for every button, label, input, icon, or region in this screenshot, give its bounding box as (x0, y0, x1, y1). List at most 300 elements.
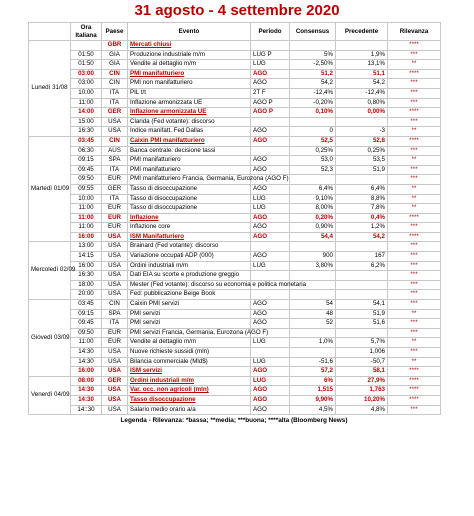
header-day (29, 23, 71, 41)
header-ora: Ora Italiana (71, 23, 102, 41)
country-cell: ITA (102, 88, 128, 98)
relevance-cell: **** (388, 41, 441, 51)
previous-cell (336, 41, 388, 51)
country-cell: USA (102, 395, 128, 405)
event-cell: Indice manifatt. Fed Dallas (128, 127, 251, 137)
previous-cell: 1,763 (336, 386, 388, 396)
period-cell (251, 41, 290, 51)
relevance-cell: ** (388, 127, 441, 137)
previous-cell: 51,1 (336, 69, 388, 79)
time-cell: 03:45 (71, 136, 102, 146)
country-cell: USA (102, 367, 128, 377)
period-cell (251, 146, 290, 156)
consensus-cell: -12,4% (290, 88, 336, 98)
relevance-cell: **** (388, 136, 441, 146)
relevance-cell: *** (388, 319, 441, 329)
country-cell: USA (102, 127, 128, 137)
time-cell: 11:00 (71, 98, 102, 108)
time-cell: 06:30 (71, 146, 102, 156)
time-cell: 01:50 (71, 50, 102, 60)
relevance-cell: ** (388, 309, 441, 319)
event-cell: Var. occ. non agricoli (mln) (128, 386, 251, 396)
table-row (29, 175, 441, 185)
period-cell: AGO P (251, 98, 290, 108)
header-consensus: Consensus (290, 23, 336, 41)
previous-cell: -12,4% (336, 88, 388, 98)
table-row (29, 386, 441, 396)
time-cell: 16:30 (71, 271, 102, 281)
table-row (29, 290, 441, 300)
previous-cell: 6,2% (336, 261, 388, 271)
country-cell: EUR (102, 328, 128, 338)
relevance-cell: *** (388, 146, 441, 156)
table-row (29, 98, 441, 108)
event-cell: PMI servizi (128, 319, 251, 329)
period-cell: AGO (251, 405, 290, 415)
country-cell: GER (102, 108, 128, 118)
previous-cell: 0,4% (336, 213, 388, 223)
event-cell: PIL t/t (128, 88, 251, 98)
event-cell: ISM servizi (128, 367, 251, 377)
event-cell: Clarida (Fed votante): discorso (128, 117, 251, 127)
table-row (29, 213, 441, 223)
event-cell: Inflazione (128, 213, 251, 223)
previous-cell: 4,8% (336, 405, 388, 415)
period-cell (251, 290, 290, 300)
day-label: Giovedì 03/09 (29, 300, 71, 377)
table-row (29, 395, 441, 405)
event-cell: Ordini industriali m/m (128, 261, 251, 271)
time-cell: 03:00 (71, 79, 102, 89)
country-cell: CIN (102, 136, 128, 146)
consensus-cell: 0,10% (290, 108, 336, 118)
table-row (29, 357, 441, 367)
country-cell: ITA (102, 194, 128, 204)
consensus-cell (290, 348, 336, 358)
relevance-cell: *** (388, 252, 441, 262)
time-cell: 16:00 (71, 367, 102, 377)
country-cell: AUS (102, 146, 128, 156)
table-row (29, 376, 441, 386)
relevance-cell: ** (388, 60, 441, 70)
country-cell: SPA (102, 156, 128, 166)
relevance-cell: ** (388, 184, 441, 194)
previous-cell: 0,80% (336, 98, 388, 108)
previous-cell: 54,2 (336, 79, 388, 89)
relevance-cell: **** (388, 376, 441, 386)
previous-cell (336, 290, 388, 300)
consensus-cell: -2,50% (290, 60, 336, 70)
consensus-cell (290, 328, 336, 338)
previous-cell: 10,20% (336, 395, 388, 405)
time-cell: 14:30 (71, 395, 102, 405)
previous-cell: 54,1 (336, 300, 388, 310)
country-cell: USA (102, 252, 128, 262)
table-row (29, 232, 441, 242)
time-cell: 14:30 (71, 357, 102, 367)
time-cell: 20:00 (71, 290, 102, 300)
event-cell: PMI manifatturiero (128, 156, 251, 166)
country-cell: USA (102, 280, 128, 290)
period-cell: AGO (251, 184, 290, 194)
table-row (29, 41, 441, 51)
time-cell: 14::30 (71, 405, 102, 415)
event-cell: PMI non manifatturiero (128, 79, 251, 89)
time-cell: 11:00 (71, 213, 102, 223)
period-cell: AGO (251, 319, 290, 329)
consensus-cell: 52 (290, 319, 336, 329)
page-title: 31 agosto - 4 settembre 2020 (134, 2, 340, 19)
event-cell: Vendite al dettaglio m/m (128, 60, 251, 70)
country-cell: EUR (102, 204, 128, 214)
previous-cell (336, 280, 388, 290)
event-cell: Bilancia commerciale (Mld$) (128, 357, 251, 367)
day-label: Martedì 01/09 (29, 136, 71, 242)
consensus-cell: 51,2 (290, 69, 336, 79)
consensus-cell: 9,10% (290, 194, 336, 204)
period-cell: AGO (251, 223, 290, 233)
consensus-cell (290, 41, 336, 51)
event-cell: Inflazione core (128, 223, 251, 233)
consensus-cell (290, 290, 336, 300)
period-cell: AGO P (251, 108, 290, 118)
consensus-cell: 8,00% (290, 204, 336, 214)
table-row (29, 127, 441, 137)
time-cell: 09:50 (71, 175, 102, 185)
time-cell: 01:50 (71, 60, 102, 70)
period-cell: LUG (251, 338, 290, 348)
country-cell: USA (102, 232, 128, 242)
relevance-cell: *** (388, 242, 441, 252)
relevance-cell: ** (388, 156, 441, 166)
header-rilevanza: Rilevanza (388, 23, 441, 41)
relevance-cell: *** (388, 79, 441, 89)
period-cell: AGO (251, 127, 290, 137)
previous-cell: -50,7 (336, 357, 388, 367)
consensus-cell: 52,3 (290, 165, 336, 175)
period-cell: AGO (251, 69, 290, 79)
event-cell: PMI manifatturiero (128, 165, 251, 175)
time-cell: 11:00 (71, 204, 102, 214)
country-cell: USA (102, 117, 128, 127)
country-cell: EUR (102, 223, 128, 233)
period-cell: LUG (251, 261, 290, 271)
period-cell: AGO (251, 136, 290, 146)
table-row (29, 271, 441, 281)
consensus-cell: 48 (290, 309, 336, 319)
day-label: Lunedì 31/08 (29, 41, 71, 137)
previous-cell: 51,9 (336, 309, 388, 319)
time-cell: 08:00 (71, 376, 102, 386)
period-cell: AGO (251, 79, 290, 89)
time-cell: 10:00 (71, 194, 102, 204)
time-cell: 03:00 (71, 69, 102, 79)
event-cell: Ordini industriali m/m (128, 376, 251, 386)
time-cell: 11:00 (71, 338, 102, 348)
table-row (29, 223, 441, 233)
relevance-cell: *** (388, 300, 441, 310)
previous-cell: 1,9% (336, 50, 388, 60)
time-cell: 14:00 (71, 108, 102, 118)
previous-cell: 27,9% (336, 376, 388, 386)
day-label: Venerdì 04/09 (29, 376, 71, 414)
period-cell: AGO (251, 252, 290, 262)
event-cell: PMI manifatturiero (128, 69, 251, 79)
time-cell: 09:45 (71, 319, 102, 329)
time-cell: 03:45 (71, 300, 102, 310)
relevance-cell: *** (388, 280, 441, 290)
country-cell: USA (102, 261, 128, 271)
header-precedente: Precedente (336, 23, 388, 41)
country-cell: EUR (102, 338, 128, 348)
event-cell: Tasso di disoccupazione (128, 204, 251, 214)
country-cell: ITA (102, 165, 128, 175)
legend: Legenda - Rilevanza: *bassa; **media; ***buona; ****alta (Bloomberg News) (120, 417, 348, 425)
table-row (29, 328, 441, 338)
table-row (29, 184, 441, 194)
time-cell: 09:15 (71, 156, 102, 166)
consensus-cell: 53,0 (290, 156, 336, 166)
previous-cell: 6,4% (336, 184, 388, 194)
consensus-cell: 6,4% (290, 184, 336, 194)
consensus-cell: 4,5% (290, 405, 336, 415)
relevance-cell: *** (388, 175, 441, 185)
event-cell: Inflazione armonizzata UE (128, 108, 251, 118)
country-cell: USA (102, 357, 128, 367)
relevance-cell: *** (388, 117, 441, 127)
consensus-cell (290, 175, 336, 185)
period-cell: AGO (251, 367, 290, 377)
event-cell: PMI servizi Francia, Germania, Eurozona (AGO F) (128, 328, 251, 338)
previous-cell: 5,7% (336, 338, 388, 348)
relevance-cell: **** (388, 367, 441, 377)
consensus-cell: 54,2 (290, 79, 336, 89)
previous-cell: 0,25% (336, 146, 388, 156)
header-paese: Paese (102, 23, 128, 41)
relevance-cell: **** (388, 69, 441, 79)
consensus-cell: 5% (290, 50, 336, 60)
previous-cell: -3 (336, 127, 388, 137)
country-cell: USA (102, 290, 128, 300)
period-cell: AGO (251, 165, 290, 175)
table-row (29, 136, 441, 146)
event-cell: Variazione occupati ADP (000) (128, 252, 251, 262)
relevance-cell: **** (388, 213, 441, 223)
table-row (29, 79, 441, 89)
relevance-cell: ** (388, 194, 441, 204)
previous-cell (336, 175, 388, 185)
relevance-cell: *** (388, 261, 441, 271)
period-cell: AGO (251, 156, 290, 166)
economic-calendar-table (28, 22, 441, 415)
event-cell: ISM Manifatturiero (128, 232, 251, 242)
relevance-cell: *** (388, 405, 441, 415)
event-cell: Produzione industriale m/m (128, 50, 251, 60)
relevance-cell: *** (388, 328, 441, 338)
consensus-cell: 0 (290, 127, 336, 137)
table-row (29, 280, 441, 290)
table-row (29, 319, 441, 329)
period-cell (251, 117, 290, 127)
header-periodo: Periodo (251, 23, 290, 41)
previous-cell: 1,2% (336, 223, 388, 233)
time-cell: 09:55 (71, 184, 102, 194)
previous-cell: 0,00% (336, 108, 388, 118)
country-cell: EUR (102, 175, 128, 185)
event-cell: Tasso di disoccupazione (128, 194, 251, 204)
header-evento: Evento (128, 23, 251, 41)
period-cell: LUG (251, 376, 290, 386)
table-row (29, 117, 441, 127)
event-cell: Tasso disoccupazione (128, 395, 251, 405)
period-cell (251, 242, 290, 252)
country-cell: GIA (102, 50, 128, 60)
relevance-cell: **** (388, 395, 441, 405)
previous-cell: 7,8% (336, 204, 388, 214)
relevance-cell: *** (388, 348, 441, 358)
event-cell: Banca centrale: decisione tassi (128, 146, 251, 156)
table-row (29, 88, 441, 98)
country-cell: USA (102, 386, 128, 396)
time-cell: 13:00 (71, 242, 102, 252)
table-row (29, 300, 441, 310)
country-cell: USA (102, 405, 128, 415)
event-cell: PMI manifatturiero Francia, Germania, Eurozona (AGO F) (128, 175, 251, 185)
event-cell: Caixin PMI manifatturiero (128, 136, 251, 146)
period-cell: AGO (251, 386, 290, 396)
consensus-cell: 0,25% (290, 146, 336, 156)
table-row (29, 165, 441, 175)
event-cell: Mercati chiusi (128, 41, 251, 51)
day-label: Mercoledì 02/09 (29, 242, 71, 300)
time-cell: 18:00 (71, 280, 102, 290)
country-cell: GER (102, 184, 128, 194)
event-cell: Caixin PMI servizi (128, 300, 251, 310)
table-row (29, 204, 441, 214)
time-cell (71, 41, 102, 51)
time-cell: 14:15 (71, 252, 102, 262)
relevance-cell: *** (388, 290, 441, 300)
table-row (29, 261, 441, 271)
period-cell: LUG (251, 60, 290, 70)
country-cell: ITA (102, 98, 128, 108)
country-cell: CIN (102, 69, 128, 79)
period-cell: LUG (251, 194, 290, 204)
relevance-cell: ** (388, 204, 441, 214)
country-cell: ITA (102, 319, 128, 329)
event-cell: Salario medio orario a/a (128, 405, 251, 415)
consensus-cell (290, 242, 336, 252)
table-row (29, 60, 441, 70)
country-cell: GIA (102, 60, 128, 70)
table-row (29, 194, 441, 204)
table-row (29, 367, 441, 377)
relevance-cell: **** (388, 386, 441, 396)
previous-cell: 167 (336, 252, 388, 262)
relevance-cell: ** (388, 338, 441, 348)
country-cell: GER (102, 376, 128, 386)
consensus-cell (290, 117, 336, 127)
previous-cell (336, 242, 388, 252)
time-cell: 15:00 (71, 117, 102, 127)
previous-cell: 51,6 (336, 319, 388, 329)
table-row (29, 309, 441, 319)
event-cell: Nuove richieste sussidi (mln) (128, 348, 251, 358)
time-cell: 16:30 (71, 127, 102, 137)
consensus-cell (290, 271, 336, 281)
consensus-cell: 3,80% (290, 261, 336, 271)
event-cell: Vendite al dettaglio m/m (128, 338, 251, 348)
consensus-cell: -51,6 (290, 357, 336, 367)
period-cell: LUG (251, 204, 290, 214)
time-cell: 14:30 (71, 386, 102, 396)
country-cell: USA (102, 271, 128, 281)
consensus-cell: 0,90% (290, 223, 336, 233)
country-cell: CIN (102, 79, 128, 89)
period-cell (251, 271, 290, 281)
consensus-cell: 1,515 (290, 386, 336, 396)
period-cell: AGO (251, 395, 290, 405)
previous-cell (336, 117, 388, 127)
time-cell: 09:45 (71, 165, 102, 175)
previous-cell: 1,006 (336, 348, 388, 358)
time-cell: 16:00 (71, 232, 102, 242)
consensus-cell: 9,90% (290, 395, 336, 405)
time-cell: 14:30 (71, 348, 102, 358)
table-row (29, 348, 441, 358)
consensus-cell: 54 (290, 300, 336, 310)
time-cell: 16:00 (71, 261, 102, 271)
consensus-cell: 6% (290, 376, 336, 386)
relevance-cell: ** (388, 357, 441, 367)
relevance-cell: *** (388, 165, 441, 175)
relevance-cell: *** (388, 50, 441, 60)
event-cell: PMI servizi (128, 309, 251, 319)
time-cell: 10:00 (71, 88, 102, 98)
period-cell: AGO (251, 232, 290, 242)
period-cell: AGO (251, 300, 290, 310)
table-row (29, 156, 441, 166)
previous-cell: 54,2 (336, 232, 388, 242)
table-row (29, 146, 441, 156)
consensus-cell: 0,20% (290, 213, 336, 223)
previous-cell: 58,1 (336, 367, 388, 377)
relevance-cell: *** (388, 223, 441, 233)
country-cell: USA (102, 348, 128, 358)
relevance-cell: *** (388, 271, 441, 281)
period-cell: 2T F (251, 88, 290, 98)
previous-cell: 8,8% (336, 194, 388, 204)
country-cell: EUR (102, 213, 128, 223)
previous-cell: 52,8 (336, 136, 388, 146)
table-row (29, 338, 441, 348)
event-cell: Inflazione armonizzata UE (128, 98, 251, 108)
previous-cell: 53,5 (336, 156, 388, 166)
event-cell: Fed: pubblicazione Beige Book (128, 290, 251, 300)
period-cell: AGO (251, 213, 290, 223)
table-row (29, 69, 441, 79)
previous-cell: 51,9 (336, 165, 388, 175)
time-cell: 11:00 (71, 223, 102, 233)
table-row (29, 405, 441, 415)
table-row (29, 242, 441, 252)
event-cell: Dati EIA su scorte e produzione greggio (128, 271, 251, 281)
time-cell: 09:15 (71, 309, 102, 319)
calendar-body (29, 41, 441, 415)
time-cell: 09:50 (71, 328, 102, 338)
table-header-row (29, 23, 441, 41)
period-cell: LUG P (251, 50, 290, 60)
